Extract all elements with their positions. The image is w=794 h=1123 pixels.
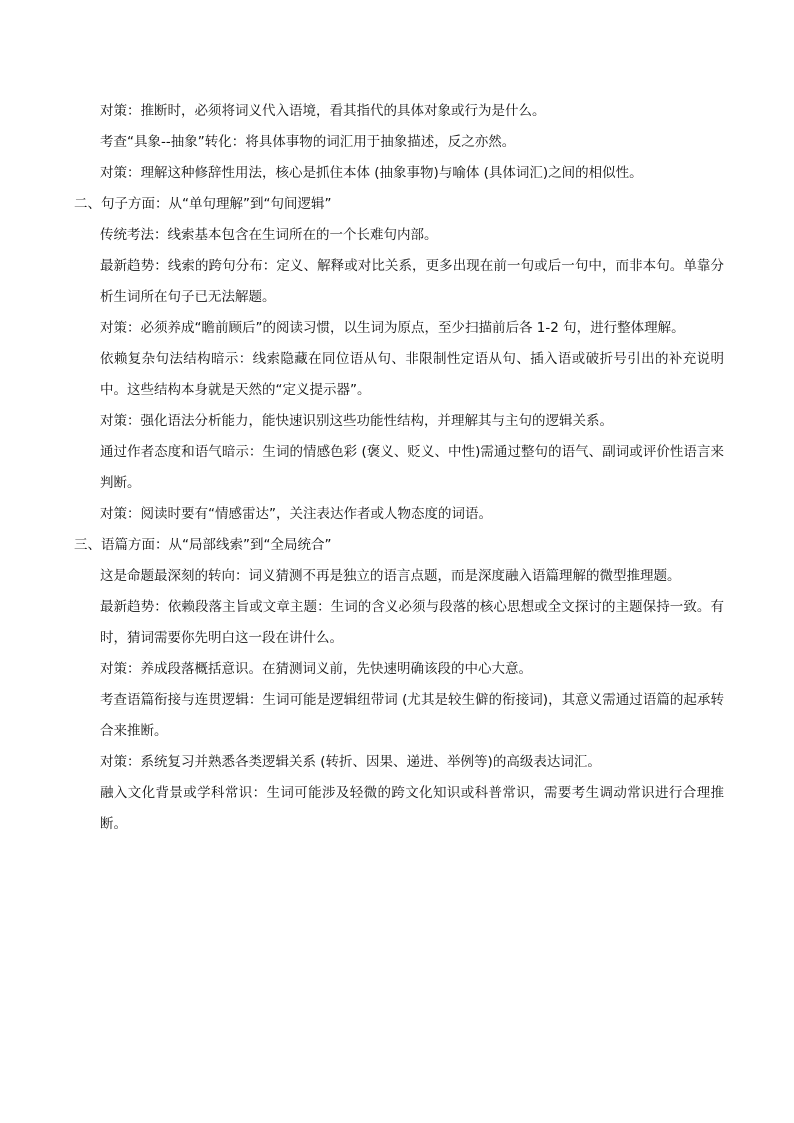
paragraph-strategy-look-around: 对策：必须养成“瞻前顾后”的阅读习惯，以生词为原点，至少扫描前后各 1-2 句，进行整体理解。 (100, 320, 685, 336)
paragraph-strategy-grammar: 对策：强化语法分析能力，能快速识别这些功能性结构，并理解其与主句的逻辑关系。 (100, 413, 613, 429)
paragraph-author-attitude: 通过作者态度和语气暗示：生词的情感色彩 (褒义、贬义、中性)需通过整句的语气、副词或评价性语言来判断。 (100, 444, 724, 491)
paragraph-cohesion: 考查语篇衔接与连贯逻辑：生词可能是逻辑纽带词 (尤其是较生僻的衔接词)，其意义需通过语篇的起承转合来推断。 (100, 692, 724, 739)
paragraph-new-trend-theme: 最新趋势：依赖段落主旨或文章主题：生词的含义必须与段落的核心思想或全文探讨的主题保持一致。有时，猜词需要你先明白这一段在讲什么。 (100, 599, 724, 646)
paragraph-strategy-emotion: 对策：阅读时要有“情感雷达”，关注表达作者或人物态度的词语。 (100, 506, 492, 522)
paragraph-strategy-logic: 对策：系统复习并熟悉各类逻辑关系 (转折、因果、递进、举例等)的高级表达词汇。 (100, 754, 601, 770)
section-heading-discourse: 三、语篇方面：从“局部线索”到“全局统合” (74, 537, 332, 553)
paragraph-strategy-summary: 对策：养成段落概括意识。在猜测词义前，先快速明确该段的中心大意。 (100, 661, 532, 677)
document-body (74, 96, 724, 840)
paragraph-new-trend-cross-sentence: 最新趋势：线索的跨句分布：定义、解释或对比关系，更多出现在前一句或后一句中，而非本句。单靠分析生词所在句子已无法解题。 (100, 258, 724, 305)
paragraph-complex-syntax: 依赖复杂句法结构暗示：线索隐藏在同位语从句、非限制性定语从句、插入语或破折号引出的补充说明中。这些结构本身就是天然的“定义提示器”。 (100, 351, 724, 398)
paragraph-strategy-context: 对策：推断时，必须将词义代入语境，看其指代的具体对象或行为是什么。 (100, 103, 546, 119)
paragraph-deepest-shift: 这是命题最深刻的转向：词义猜测不再是独立的语言点题，而是深度融入语篇理解的微型推理题。 (100, 568, 681, 584)
paragraph-cultural-background: 融入文化背景或学科常识：生词可能涉及轻微的跨文化知识或科普常识，需要考生调动常识进行合理推断。 (100, 785, 724, 832)
paragraph-strategy-rhetoric: 对策：理解这种修辞性用法，核心是抓住本体 (抽象事物)与喻体 (具体词汇)之间的相似性。 (100, 165, 643, 181)
paragraph-traditional: 传统考法：线索基本包含在生词所在的一个长难句内部。 (100, 227, 438, 243)
section-heading-sentence: 二、句子方面：从“单句理解”到“句间逻辑” (74, 196, 332, 212)
paragraph-concrete-abstract: 考查“具象--抽象”转化：将具体事物的词汇用于抽象描述，反之亦然。 (100, 134, 516, 150)
